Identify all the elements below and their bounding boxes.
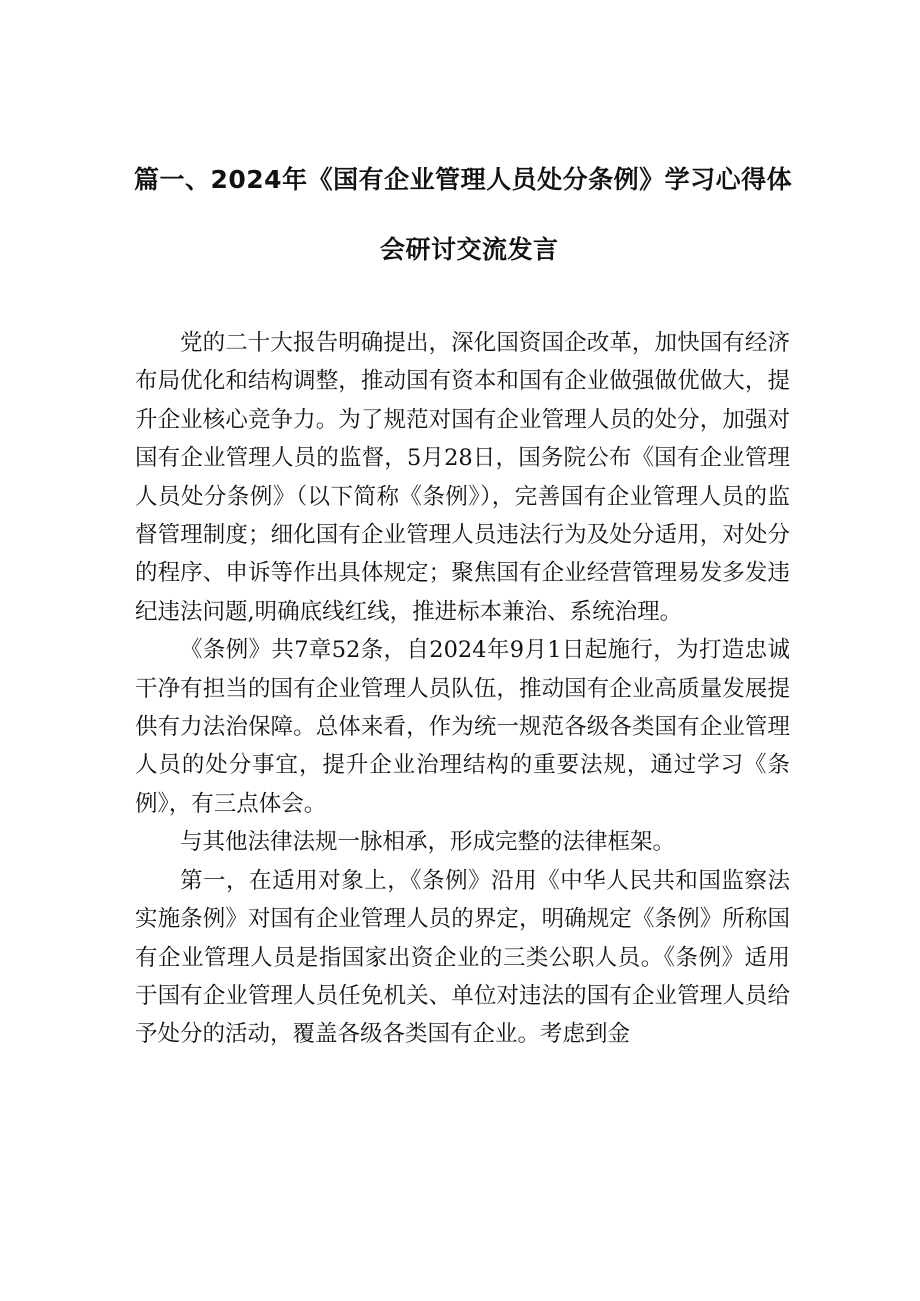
document-title-line-2: 会研讨交流发言	[380, 235, 559, 264]
paragraph-3: 与其他法律法规一脉相承，形成完整的法律框架。	[180, 829, 676, 856]
document-body	[135, 324, 790, 1054]
document-title-line-1: 篇一、2024年《国有企业管理人员处分条例》学习心得体	[134, 165, 793, 194]
paragraph-4: 第一，在适用对象上，《条例》沿用《中华人民共和国监察法实施条例》对国有企业管理人员的界定，明确规定《条例》所称国有企业管理人员是指国家出资企业的三类公职人员。《条例》适用于国有企业管理人员任免机关、单位对违法的国有企业管理人员给予处分的活动，覆盖各级各类国有企业。考虑到金	[135, 867, 790, 1048]
paragraph-2: 《条例》共7章52条，自2024年9月1日起施行，为打造忠诚干净有担当的国有企业管理人员队伍，推动国有企业高质量发展提供有力法治保障。总体来看，作为统一规范各级各类国有企业管理人员的处分事宜，提升企业治理结构的重要法规，通过学习《条例》，有三点体会。	[135, 637, 790, 817]
paragraph-1: 党的二十大报告明确提出，深化国资国企改革，加快国有经济布局优化和结构调整，推动国有资本和国有企业做强做优做大，提升企业核心竞争力。为了规范对国有企业管理人员的处分，加强对国有企业管理人员的监督，5月28日，国务院公布《国有企业管理人员处分条例》（以下简称《条例》），完善国有企业管理人员的监督管理制度；细化国有企业管理人员违法行为及处分适用，对处分的程序、申诉等作出具体规定；聚焦国有企业经营管理易发多发违纪违法问题,明确底线红线，推进标本兼治、系统治理。	[135, 330, 790, 625]
